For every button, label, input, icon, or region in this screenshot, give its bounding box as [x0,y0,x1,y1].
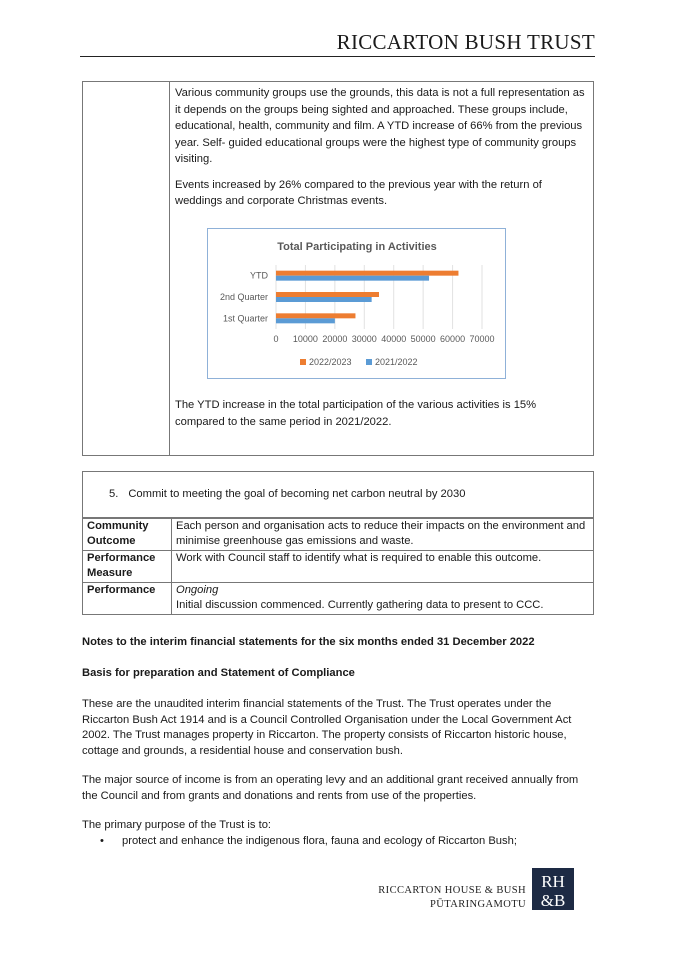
community-outcome-value: Each person and organisation acts to reduce their impacts on the environment and minimise greenhouse gas emissions and waste. [172,519,594,551]
goal-number: 5. [109,488,119,500]
category-label: YTD [250,270,268,281]
performance-value: Initial discussion commenced. Currently gathering data to present to CCC. [176,599,544,611]
bar [276,276,429,281]
goal-line [109,488,465,500]
participation-chart [207,228,506,379]
goal-text: Commit to meeting the goal of becoming net carbon neutral by 2030 [128,488,466,500]
x-tick-label: 40000 [381,334,407,344]
bar [276,297,372,302]
bar [276,271,458,276]
bullet-text: protect and enhance the indigenous flora, fauna and ecology of Riccarton Bush; [122,835,517,847]
column-divider [169,82,170,455]
x-tick-label: 20000 [322,334,348,344]
logo-monogram-icon [532,868,574,910]
chart-title: Total Participating in Activities [277,241,437,253]
notes-paragraph-1: These are the unaudited interim financial statements of the Trust. The Trust operates under the Riccarton Bush Act 1914 and is a Council Controlled Organisation under the Local Government Act 2002. The Trust manages property in Riccarton. The property consists of Riccarton historic house, cottage and grounds, a residential house and conservation bush. [82,698,572,757]
performance-measure-label: Performance Measure [83,551,172,583]
performance-label: Performance [83,583,172,615]
notes-paragraph-2: The major source of income is from an operating levy and an additional grant received annually from the Council and from grants and donations and rents from use of the properties. [82,774,579,802]
x-tick-label: 50000 [410,334,436,344]
performance-value-cell [172,583,594,615]
category-label: 1st Quarter [222,313,268,324]
monogram-bottom: &B [540,891,566,910]
performance-status: Ongoing [176,584,219,596]
notes-paragraph-3: The primary purpose of the Trust is to: [82,819,272,831]
legend-swatch [300,359,306,365]
chart-canvas [208,229,507,380]
community-outcome-label: Community Outcome [83,519,172,551]
x-tick-label: 30000 [351,334,377,344]
logo-wordmark [376,884,526,912]
outcome-table [82,518,594,615]
table-row [83,583,594,615]
list-item [100,835,517,847]
performance-measure-value: Work with Council staff to identify what is required to enable this outcome. [172,551,594,583]
table-row [83,519,594,551]
community-paragraph-1: Various community groups use the grounds, this data is not a full representation as it depends on the groups being sighted and approached. These groups include, educational, health, community and film. A YTD increase of 66% from the previous year. Self- guided educational groups were the highest type of community groups visiting. [175,87,585,165]
notes-heading: Notes to the interim financial statements for the six months ended 31 December 2022 [82,636,535,648]
table-row [83,551,594,583]
notes-subheading: Basis for preparation and Statement of Compliance [82,667,355,679]
goal-box [82,471,594,518]
x-tick-label: 0 [273,334,279,344]
x-tick-label: 10000 [292,334,318,344]
logo-line-1: RICCARTON HOUSE & BUSH [378,885,526,896]
x-tick-label: 60000 [440,334,466,344]
header-rule [80,56,595,57]
page-header-title: RICCARTON BUSH TRUST [336,30,595,54]
bullet-icon: • [100,835,104,847]
bar [276,292,379,297]
x-tick-label: 70000 [469,334,495,344]
monogram-top: RH [541,872,565,891]
category-label: 2nd Quarter [219,292,268,302]
community-section-text [175,85,587,219]
legend-label: 2021/2022 [375,357,418,367]
logo-line-2: PŪTARINGAMOTU [430,899,526,910]
bar [276,318,335,323]
legend-swatch [366,359,372,365]
community-paragraph-2: Events increased by 26% compared to the previous year with the return of weddings and corporate Christmas events. [175,178,542,207]
bar [276,313,355,318]
legend-label: 2022/2023 [309,357,352,367]
community-paragraph-3: The YTD increase in the total participation of the various activities is 15% compared to the same period in 2021/2022. [175,399,537,428]
